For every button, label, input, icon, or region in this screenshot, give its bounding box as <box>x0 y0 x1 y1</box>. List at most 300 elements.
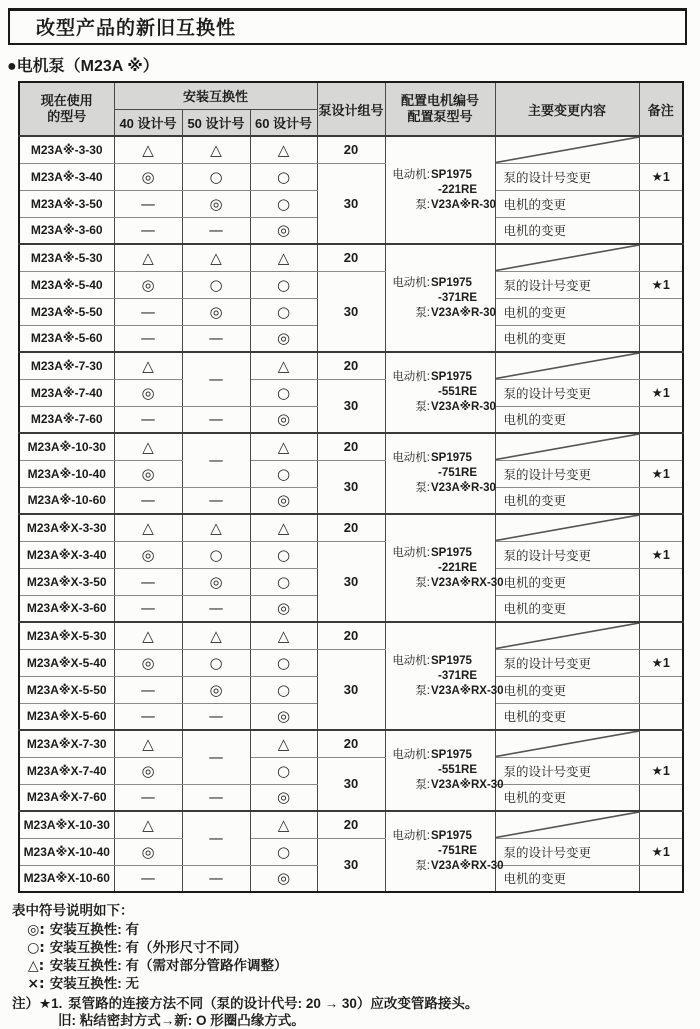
table-row <box>19 352 683 379</box>
note-cell <box>639 217 683 244</box>
table-row <box>19 649 683 676</box>
compat-tri-cell: △ <box>250 136 317 163</box>
model-cell: M23A※X-7-60 <box>19 784 114 811</box>
legend <box>12 903 700 1029</box>
compat-dbl-cell: ◎ <box>250 784 317 811</box>
motor-config-line <box>388 546 492 561</box>
compat-cir-cell: ○ <box>182 541 250 568</box>
compat-dbl-cell: ◎ <box>114 271 182 298</box>
diagonal-line-icon <box>496 623 639 649</box>
compat-cir-cell: ○ <box>250 568 317 595</box>
model-cell: M23A※-10-30 <box>19 433 114 460</box>
compat-dash-cell: — <box>114 865 182 892</box>
compat-dash-cell: — <box>114 190 182 217</box>
motor-config-value: V23A※RX-30 <box>431 779 504 791</box>
note-cell: ★1 <box>639 271 683 298</box>
compat-dash-cell: — <box>114 298 182 325</box>
motor-config-line <box>388 844 492 859</box>
note-cell <box>639 190 683 217</box>
pump-group-30-cell: 30 <box>317 163 385 244</box>
motor-config-value: SP1975 <box>431 452 472 464</box>
compat-dash-cell: — <box>182 352 250 406</box>
pump-group-30-cell: 30 <box>317 271 385 352</box>
header-design-50: 50 设计号 <box>182 109 250 136</box>
compat-dbl-cell: ◎ <box>114 838 182 865</box>
compat-dash-cell: — <box>182 703 250 730</box>
motor-config-line <box>388 466 492 481</box>
motor-config-label <box>388 466 430 481</box>
model-cell: M23A※X-5-60 <box>19 703 114 730</box>
model-cell: M23A※-5-60 <box>19 325 114 352</box>
model-cell: M23A※-3-50 <box>19 190 114 217</box>
changes-cell: 电机的变更 <box>495 703 639 730</box>
header-design-40: 40 设计号 <box>114 109 182 136</box>
pump-group-20-cell: 20 <box>317 730 385 757</box>
header-current-model-line2: 的型号 <box>47 109 87 124</box>
page <box>0 8 700 1029</box>
model-cell: M23A※X-5-50 <box>19 676 114 703</box>
compat-cir-cell: ○ <box>250 298 317 325</box>
table-row <box>19 541 683 568</box>
changes-cell: 电机的变更 <box>495 217 639 244</box>
config-motor-pump-cell <box>385 352 495 433</box>
compat-tri-cell: △ <box>250 514 317 541</box>
compat-tri-cell: △ <box>114 244 182 271</box>
motor-config-value: -221RE <box>438 183 478 196</box>
motor-config-line <box>388 400 496 415</box>
pump-group-30-cell: 30 <box>317 757 385 811</box>
compat-cir-cell: ○ <box>182 271 250 298</box>
motor-config-label: 电动机: <box>392 371 431 383</box>
note-cell <box>639 784 683 811</box>
table-row <box>19 379 683 406</box>
motor-config-line <box>388 198 496 213</box>
table-row <box>19 838 683 865</box>
motor-config-value: V23A※RX-30 <box>431 860 504 872</box>
motor-config-value: V23A※RX-30 <box>431 576 504 589</box>
compat-cir-cell: ○ <box>250 676 317 703</box>
compat-tri-cell: △ <box>114 514 182 541</box>
compat-dash-cell: — <box>114 487 182 514</box>
changes-cell: 电机的变更 <box>495 865 639 892</box>
table-row <box>19 271 683 298</box>
pump-group-30-cell: 30 <box>317 460 385 514</box>
changes-cell: 泵的设计号变更 <box>495 838 639 865</box>
motor-config-line <box>388 306 496 321</box>
motor-config-value: SP1975 <box>431 371 472 383</box>
pump-group-20-cell: 20 <box>317 433 385 460</box>
model-cell: M23A※X-7-40 <box>19 757 114 784</box>
changes-cell: 泵的设计号变更 <box>495 757 639 784</box>
compat-tri-cell: △ <box>114 811 182 838</box>
motor-config-line <box>388 561 492 576</box>
changes-cell: 泵的设计号变更 <box>495 379 639 406</box>
compat-tri-cell: △ <box>114 730 182 757</box>
motor-config-value: SP1975 <box>431 830 472 842</box>
motor-config-label: 电动机: <box>392 546 431 559</box>
motor-config-line <box>388 385 492 400</box>
compat-dbl-cell: ◎ <box>114 379 182 406</box>
compat-dbl-cell: ◎ <box>114 460 182 487</box>
diagonal-na-cell <box>495 244 639 271</box>
compat-dash-cell: — <box>182 325 250 352</box>
model-cell: M23A※-7-60 <box>19 406 114 433</box>
motor-config-label: 电动机: <box>392 830 431 842</box>
motor-config <box>388 168 496 213</box>
compat-dash-cell: — <box>182 595 250 622</box>
motor-config-label: 电动机: <box>392 168 431 181</box>
changes-cell: 电机的变更 <box>495 487 639 514</box>
compat-cir-cell: ○ <box>250 271 317 298</box>
note-cell <box>639 352 683 379</box>
note-cell <box>639 730 683 757</box>
legend-text: 安装互换性: 无 <box>46 976 139 991</box>
compat-dash-cell: — <box>182 865 250 892</box>
motor-config-line <box>388 654 492 669</box>
diagonal-line-icon <box>496 731 639 757</box>
compat-tri-cell: △ <box>250 433 317 460</box>
compat-dbl-cell: ◎ <box>250 595 317 622</box>
motor-config-value: V23A※R-30 <box>431 306 496 319</box>
model-cell: M23A※X-3-30 <box>19 514 114 541</box>
diagonal-line-icon <box>496 515 639 541</box>
legend-item <box>12 957 700 975</box>
motor-config-value: V23A※R-30 <box>431 482 496 494</box>
motor-config-line <box>388 748 492 763</box>
note-cell <box>639 865 683 892</box>
legend-symbol: ◎: <box>27 922 45 938</box>
model-cell: M23A※X-5-30 <box>19 622 114 649</box>
motor-config-label: 电动机: <box>392 276 431 289</box>
changes-cell: 泵的设计号变更 <box>495 649 639 676</box>
compat-dbl-cell: ◎ <box>250 703 317 730</box>
motor-config-value: -221RE <box>438 561 478 574</box>
compatibility-table <box>18 81 684 893</box>
note-cell <box>639 514 683 541</box>
compat-dash-cell: — <box>114 217 182 244</box>
compat-dash-cell: — <box>114 703 182 730</box>
motor-config-value: -371RE <box>438 669 478 682</box>
motor-config-value: SP1975 <box>431 749 472 761</box>
compat-dash-cell: — <box>114 595 182 622</box>
motor-config-label <box>388 669 430 684</box>
header-install-compatibility: 安装互换性 <box>114 82 317 109</box>
changes-cell: 电机的变更 <box>495 190 639 217</box>
compat-cir-cell: ○ <box>250 190 317 217</box>
note-cell <box>639 568 683 595</box>
table-row <box>19 730 683 757</box>
compat-cir-cell: ○ <box>182 649 250 676</box>
compat-dbl-cell: ◎ <box>182 298 250 325</box>
config-motor-pump-cell <box>385 622 504 730</box>
compat-dash-cell: — <box>182 217 250 244</box>
compat-dash-cell: — <box>182 784 250 811</box>
motor-config-label: 电动机: <box>392 749 431 761</box>
table-row <box>19 460 683 487</box>
motor-config-label: 泵: <box>415 860 431 872</box>
motor-config-label <box>388 291 430 306</box>
pump-group-20-cell: 20 <box>317 514 385 541</box>
header-main-changes: 主要变更内容 <box>495 82 639 136</box>
motor-config-value: V23A※R-30 <box>431 198 496 211</box>
diagonal-line-icon <box>496 812 639 838</box>
model-cell: M23A※-10-40 <box>19 460 114 487</box>
diagonal-na-cell <box>495 622 639 649</box>
legend-text: 安装互换性: 有（需对部分管路作调整） <box>46 958 288 973</box>
header-design-60: 60 设计号 <box>250 109 317 136</box>
motor-config-value: V23A※R-30 <box>431 401 496 413</box>
note-cell <box>639 136 683 163</box>
legend-item <box>12 975 700 993</box>
model-cell: M23A※-5-30 <box>19 244 114 271</box>
motor-config-label <box>388 763 430 778</box>
legend-symbol: ×: <box>27 976 45 992</box>
motor-config-value: -551RE <box>438 386 478 398</box>
compat-dbl-cell: ◎ <box>250 325 317 352</box>
model-cell: M23A※X-3-40 <box>19 541 114 568</box>
legend-text: 安装互换性: 有 <box>46 922 139 937</box>
model-cell: M23A※X-10-60 <box>19 865 114 892</box>
motor-config <box>388 451 496 496</box>
motor-config-label <box>388 844 430 859</box>
model-cell: M23A※X-3-60 <box>19 595 114 622</box>
model-cell: M23A※-5-50 <box>19 298 114 325</box>
motor-config <box>388 748 504 793</box>
model-cell: M23A※-3-40 <box>19 163 114 190</box>
compat-dash-cell: — <box>182 811 250 865</box>
legend-symbol: △: <box>27 958 45 974</box>
motor-config-value: SP1975 <box>431 546 472 559</box>
legend-intro: 表中符号说明如下： <box>12 903 134 918</box>
compat-tri-cell: △ <box>250 244 317 271</box>
compat-dbl-cell: ◎ <box>250 406 317 433</box>
motor-config-line <box>388 576 504 591</box>
compat-dash-cell: — <box>182 487 250 514</box>
table-row <box>19 757 683 784</box>
table-row <box>19 514 683 541</box>
note-cell: ★1 <box>639 541 683 568</box>
diagonal-na-cell <box>495 433 639 460</box>
table-header <box>19 82 683 136</box>
motor-config-value: -371RE <box>438 291 478 304</box>
changes-cell: 电机的变更 <box>495 406 639 433</box>
motor-config-line <box>388 778 504 793</box>
legend-item <box>12 939 700 957</box>
motor-config-label <box>388 183 430 198</box>
compat-tri-cell: △ <box>250 811 317 838</box>
model-cell: M23A※-3-30 <box>19 136 114 163</box>
motor-config-value: SP1975 <box>431 654 472 667</box>
config-motor-pump-cell <box>385 136 495 244</box>
note-cell <box>639 595 683 622</box>
compat-dash-cell: — <box>114 676 182 703</box>
motor-config-line <box>388 684 504 699</box>
compat-dbl-cell: ◎ <box>114 163 182 190</box>
config-motor-pump-cell <box>385 433 495 514</box>
motor-config-label: 泵: <box>415 482 431 494</box>
motor-config-line <box>388 291 492 306</box>
compat-dbl-cell: ◎ <box>182 190 250 217</box>
pump-group-30-cell: 30 <box>317 838 385 892</box>
model-cell: M23A※X-3-50 <box>19 568 114 595</box>
diagonal-na-cell <box>495 811 639 838</box>
note-cell: ★1 <box>639 460 683 487</box>
compat-dbl-cell: ◎ <box>114 757 182 784</box>
config-motor-pump-cell <box>385 811 504 892</box>
compat-tri-cell: △ <box>182 514 250 541</box>
pump-group-20-cell: 20 <box>317 136 385 163</box>
compat-tri-cell: △ <box>114 433 182 460</box>
section-subtitle: ●电机泵（M23A ※） <box>7 58 159 75</box>
motor-config-value: -551RE <box>438 764 478 776</box>
pump-group-30-cell: 30 <box>317 541 385 622</box>
diagonal-na-cell <box>495 514 639 541</box>
table-row <box>19 244 683 271</box>
motor-config <box>388 370 496 415</box>
pump-group-20-cell: 20 <box>317 352 385 379</box>
table-row <box>19 433 683 460</box>
motor-config-value: SP1975 <box>431 168 472 181</box>
header-current-model-line1: 现在使用 <box>40 93 93 108</box>
motor-config-line <box>388 451 492 466</box>
table-body <box>19 136 683 892</box>
changes-cell: 电机的变更 <box>495 325 639 352</box>
legend-item <box>12 921 700 939</box>
compat-dbl-cell: ◎ <box>114 649 182 676</box>
note-cell <box>639 406 683 433</box>
motor-config <box>388 546 504 591</box>
model-cell: M23A※-3-60 <box>19 217 114 244</box>
changes-cell: 电机的变更 <box>495 595 639 622</box>
compat-cir-cell: ○ <box>250 460 317 487</box>
model-cell: M23A※-5-40 <box>19 271 114 298</box>
config-motor-pump-cell <box>385 514 504 622</box>
compat-dbl-cell: ◎ <box>250 865 317 892</box>
compat-tri-cell: △ <box>250 622 317 649</box>
compat-dash-cell: — <box>182 433 250 487</box>
compat-dash-cell: — <box>114 784 182 811</box>
compat-cir-cell: ○ <box>250 649 317 676</box>
motor-config-value: -751RE <box>438 845 478 857</box>
header-pump-design-group: 泵设计组号 <box>317 82 385 136</box>
compat-tri-cell: △ <box>182 622 250 649</box>
changes-cell: 电机的变更 <box>495 784 639 811</box>
compat-tri-cell: △ <box>250 352 317 379</box>
note-cell: ★1 <box>639 379 683 406</box>
model-cell: M23A※X-5-40 <box>19 649 114 676</box>
changes-cell: 泵的设计号变更 <box>495 163 639 190</box>
compat-dbl-cell: ◎ <box>114 541 182 568</box>
motor-config-label: 泵: <box>415 684 431 697</box>
pump-group-20-cell: 20 <box>317 811 385 838</box>
table-row <box>19 811 683 838</box>
compat-cir-cell: ○ <box>182 163 250 190</box>
note-cell: ★1 <box>639 649 683 676</box>
compat-tri-cell: △ <box>182 136 250 163</box>
model-cell: M23A※-7-40 <box>19 379 114 406</box>
motor-config-line <box>388 859 504 874</box>
model-cell: M23A※-10-60 <box>19 487 114 514</box>
compat-tri-cell: △ <box>114 622 182 649</box>
compat-cir-cell: ○ <box>250 838 317 865</box>
motor-config-line <box>388 183 492 198</box>
motor-config-value: -751RE <box>438 467 478 479</box>
footnote-prefix: 注）★1. <box>12 996 63 1011</box>
note-cell: ★1 <box>639 838 683 865</box>
pump-group-20-cell: 20 <box>317 622 385 649</box>
changes-cell: 电机的变更 <box>495 676 639 703</box>
diagonal-na-cell <box>495 730 639 757</box>
compat-cir-cell: ○ <box>250 163 317 190</box>
legend-items <box>12 921 700 993</box>
table-row <box>19 136 683 163</box>
diagonal-line-icon <box>496 137 639 163</box>
footnote-line1 <box>12 995 700 1012</box>
diagonal-line-icon <box>496 434 639 460</box>
compat-dbl-cell: ◎ <box>250 487 317 514</box>
motor-config-line <box>388 481 496 496</box>
table-row <box>19 163 683 190</box>
note-cell <box>639 703 683 730</box>
legend-text: 安装互换性: 有（外形尺寸不同） <box>46 940 247 955</box>
motor-config-label: 泵: <box>415 306 431 319</box>
header-current-model <box>19 82 114 136</box>
motor-config-label <box>388 561 430 576</box>
compat-cir-cell: ○ <box>250 757 317 784</box>
motor-config-line <box>388 829 492 844</box>
config-motor-pump-cell <box>385 244 495 352</box>
motor-config-label: 电动机: <box>392 452 431 464</box>
motor-config <box>388 829 504 874</box>
model-cell: M23A※X-7-30 <box>19 730 114 757</box>
compat-cir-cell: ○ <box>250 379 317 406</box>
motor-config-label <box>388 385 430 400</box>
page-title: 改型产品的新旧互换性 <box>8 8 687 45</box>
motor-config-label: 泵: <box>415 576 431 589</box>
motor-config-line <box>388 370 492 385</box>
compat-tri-cell: △ <box>182 244 250 271</box>
note-cell <box>639 676 683 703</box>
footnote-line2: 旧: 粘结密封方式→新: O 形圈凸缘方式。 <box>58 1013 305 1028</box>
compat-dash-cell: — <box>182 406 250 433</box>
motor-config-label: 电动机: <box>392 654 431 667</box>
motor-config-line <box>388 669 492 684</box>
note-cell <box>639 325 683 352</box>
note-cell <box>639 433 683 460</box>
header-config-line2: 配置泵型号 <box>407 109 473 124</box>
header-note: 备注 <box>639 82 683 136</box>
compat-cir-cell: ○ <box>250 541 317 568</box>
compat-tri-cell: △ <box>114 352 182 379</box>
compat-dash-cell: — <box>114 406 182 433</box>
compat-dash-cell: — <box>182 730 250 784</box>
diagonal-line-icon <box>496 245 639 271</box>
compat-dbl-cell: ◎ <box>182 568 250 595</box>
diagonal-na-cell <box>495 352 639 379</box>
pump-group-30-cell: 30 <box>317 649 385 730</box>
motor-config-value: SP1975 <box>431 276 472 289</box>
motor-config <box>388 276 496 321</box>
compat-dbl-cell: ◎ <box>250 217 317 244</box>
note-cell: ★1 <box>639 163 683 190</box>
motor-config-value: V23A※RX-30 <box>431 684 504 697</box>
diagonal-line-icon <box>496 353 639 379</box>
compat-dash-cell: — <box>114 325 182 352</box>
diagonal-na-cell <box>495 136 639 163</box>
model-cell: M23A※X-10-30 <box>19 811 114 838</box>
header-config-line1: 配置电机编号 <box>401 93 480 108</box>
note-cell <box>639 298 683 325</box>
